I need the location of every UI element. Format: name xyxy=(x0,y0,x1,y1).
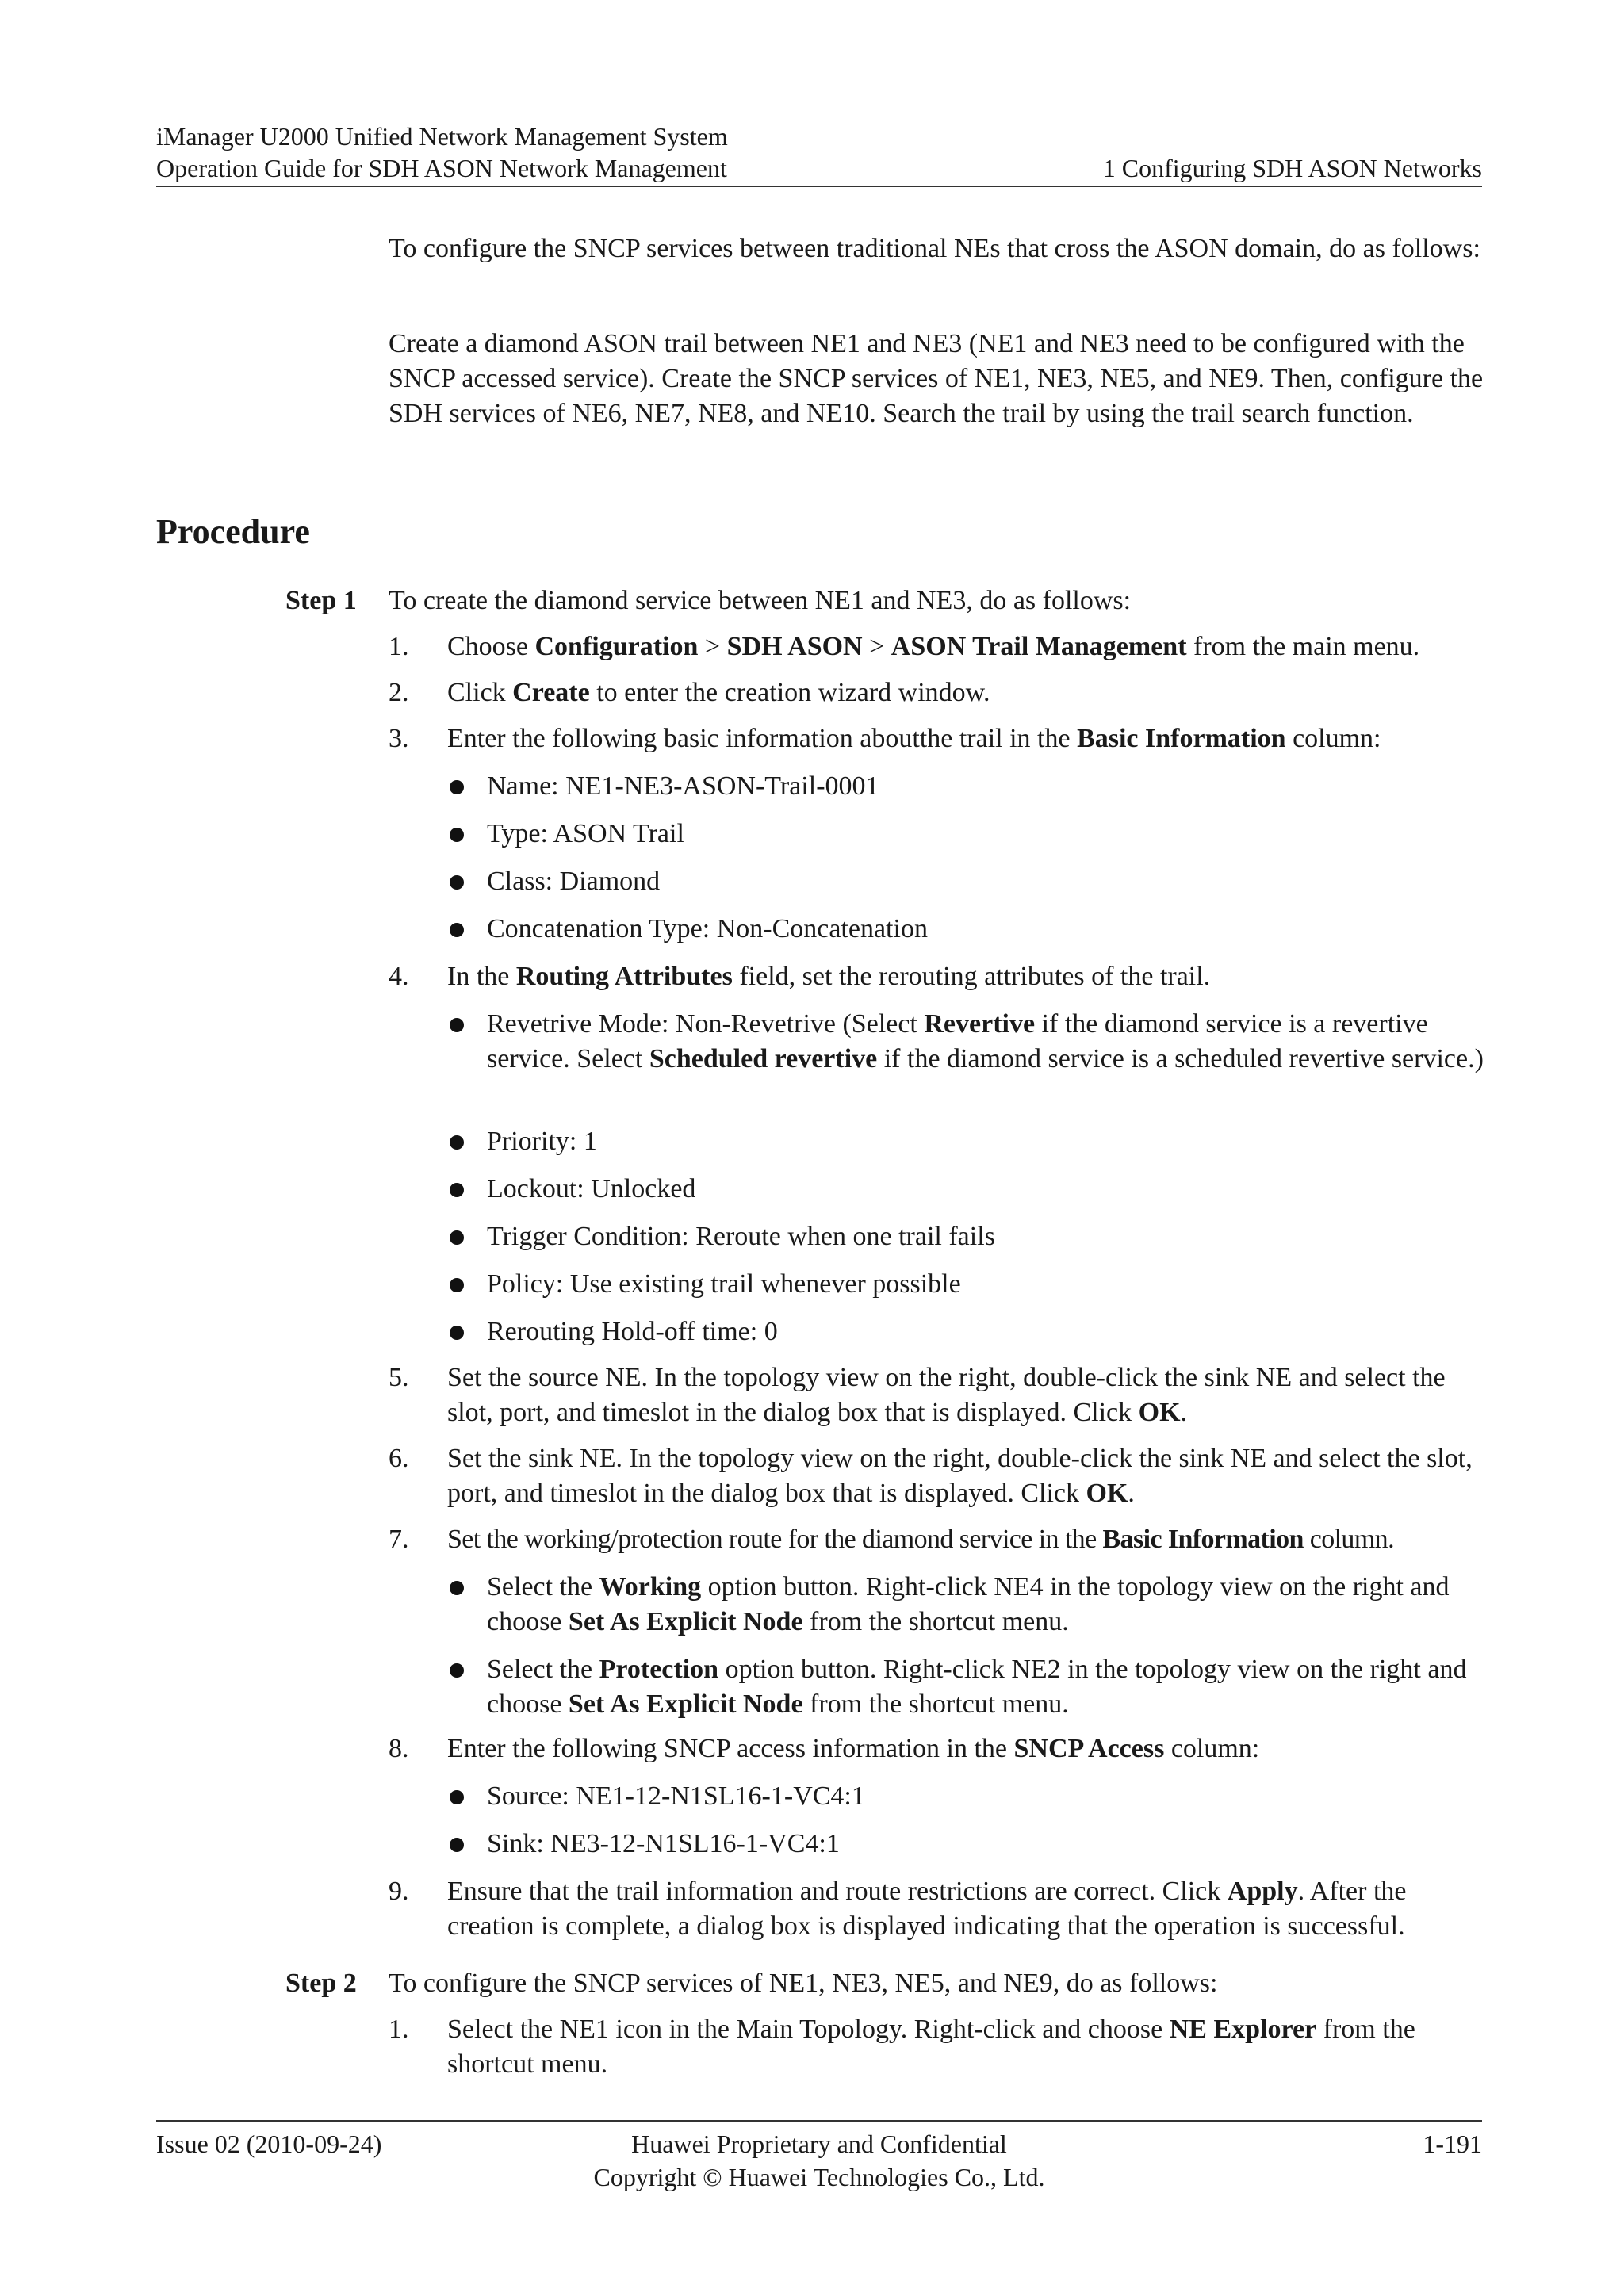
bullet-icon xyxy=(450,1581,464,1595)
step1-item-2: Click Create to enter the creation wizard window. xyxy=(447,678,990,707)
item-number: 9. xyxy=(389,1877,409,1906)
bullet-icon xyxy=(450,1790,464,1804)
step-2-label: Step 2 xyxy=(285,1969,357,1998)
bullet-icon xyxy=(450,1183,464,1197)
bullet-icon xyxy=(450,875,464,890)
bullet-item: Policy: Use existing trail whenever possible xyxy=(487,1269,961,1299)
bullet-item: Lockout: Unlocked xyxy=(487,1174,696,1203)
footer-issue: Issue 02 (2010-09-24) xyxy=(156,2130,382,2158)
item-number: 2. xyxy=(389,678,409,707)
bullet-icon xyxy=(450,1230,464,1245)
header-title-line2: Operation Guide for SDH ASON Network Management xyxy=(156,154,727,182)
bullet-item: Rerouting Hold-off time: 0 xyxy=(487,1317,778,1346)
step1-item-8: Enter the following SNCP access information in the SNCP Access column: xyxy=(447,1734,1260,1763)
step1-item-4: In the Routing Attributes field, set the rerouting attributes of the trail. xyxy=(447,962,1211,991)
step1-item-1: Choose Configuration > SDH ASON > ASON Trail Management from the main menu. xyxy=(447,632,1420,661)
item-number: 7. xyxy=(389,1525,409,1554)
bullet-icon xyxy=(450,780,464,794)
bullet-item: Type: ASON Trail xyxy=(487,819,684,848)
item-number: 6. xyxy=(389,1444,409,1473)
item-number: 8. xyxy=(389,1734,409,1763)
item-number: 5. xyxy=(389,1363,409,1392)
intro-paragraph-2: Create a diamond ASON trail between NE1 and NE3 (NE1 and NE3 need to be configured with the SNCP accessed service). Create the SNCP services of NE1, NE3, NE5, and NE9. Then, configure the SDH services of NE6, NE7, NE8, and NE10. Search the trail by using the trail search function. xyxy=(389,329,1484,428)
footer-page-number: 1-191 xyxy=(1423,2130,1482,2158)
step-1-label: Step 1 xyxy=(285,586,357,615)
bullet-icon xyxy=(450,1326,464,1340)
bullet-item: Revetrive Mode: Non-Revetrive (Select Revertive if the diamond service is a revertive service. Select Scheduled revertive if the diamond service is a scheduled revertive service.) xyxy=(487,1009,1484,1073)
bullet-icon xyxy=(450,1838,464,1852)
page-header xyxy=(156,121,1482,187)
bullet-icon xyxy=(450,923,464,937)
bullet-item: Select the Protection option button. Right-click NE2 in the topology view on the right and choose Set As Explicit Node from the shortcut menu. xyxy=(487,1655,1467,1719)
bullet-item: Priority: 1 xyxy=(487,1127,597,1156)
step-2-text: To configure the SNCP services of NE1, NE3, NE5, and NE9, do as follows: xyxy=(389,1969,1218,1998)
footer-confidential: Huawei Proprietary and Confidential xyxy=(631,2130,1007,2158)
step-1-text: To create the diamond service between NE1 and NE3, do as follows: xyxy=(389,586,1132,615)
bullet-icon xyxy=(450,1135,464,1150)
step1-item-5: Set the source NE. In the topology view on the right, double-click the sink NE and select the slot, port, and timeslot in the dialog box that is displayed. Click OK. xyxy=(447,1363,1446,1427)
bullet-icon xyxy=(450,1663,464,1678)
item-number: 4. xyxy=(389,962,409,991)
step2-item-1: Select the NE1 icon in the Main Topology. Right-click and choose NE Explorer from the shortcut menu. xyxy=(447,2015,1415,2079)
intro-paragraph-1: To configure the SNCP services between traditional NEs that cross the ASON domain, do as follows: xyxy=(389,234,1480,263)
header-title-line1: iManager U2000 Unified Network Management System xyxy=(156,122,728,151)
step1-item-6: Set the sink NE. In the topology view on the right, double-click the sink NE and select the slot, port, and timeslot in the dialog box that is displayed. Click OK. xyxy=(447,1444,1473,1508)
header-chapter: 1 Configuring SDH ASON Networks xyxy=(1102,154,1482,182)
bullet-item: Source: NE1-12-N1SL16-1-VC4:1 xyxy=(487,1781,865,1811)
procedure-heading: Procedure xyxy=(156,512,310,551)
bullet-item: Trigger Condition: Reroute when one trail fails xyxy=(487,1222,995,1251)
item-number: 1. xyxy=(389,2015,409,2044)
footer-copyright: Copyright © Huawei Technologies Co., Ltd. xyxy=(593,2163,1045,2191)
item-number: 3. xyxy=(389,724,409,753)
bullet-icon xyxy=(450,1278,464,1292)
item-number: 1. xyxy=(389,632,409,661)
bullet-item: Name: NE1-NE3-ASON-Trail-0001 xyxy=(487,771,879,801)
step1-item-3: Enter the following basic information aboutthe trail in the Basic Information column: xyxy=(447,724,1381,753)
bullet-item: Sink: NE3-12-N1SL16-1-VC4:1 xyxy=(487,1829,840,1858)
bullet-icon xyxy=(450,828,464,842)
bullet-item: Select the Working option button. Right-click NE4 in the topology view on the right and choose Set As Explicit Node from the shortcut menu. xyxy=(487,1572,1450,1636)
bullet-icon xyxy=(450,1018,464,1032)
bullet-item: Concatenation Type: Non-Concatenation xyxy=(487,914,928,943)
bullet-item: Class: Diamond xyxy=(487,867,661,896)
step1-item-7: Set the working/protection route for the diamond service in the Basic Information column. xyxy=(447,1525,1394,1554)
step1-item-9: Ensure that the trail information and route restrictions are correct. Click Apply. After the creation is complete, a dialog box is displayed indicating that the operation is successful. xyxy=(447,1877,1407,1941)
page-footer xyxy=(156,2120,1482,2191)
